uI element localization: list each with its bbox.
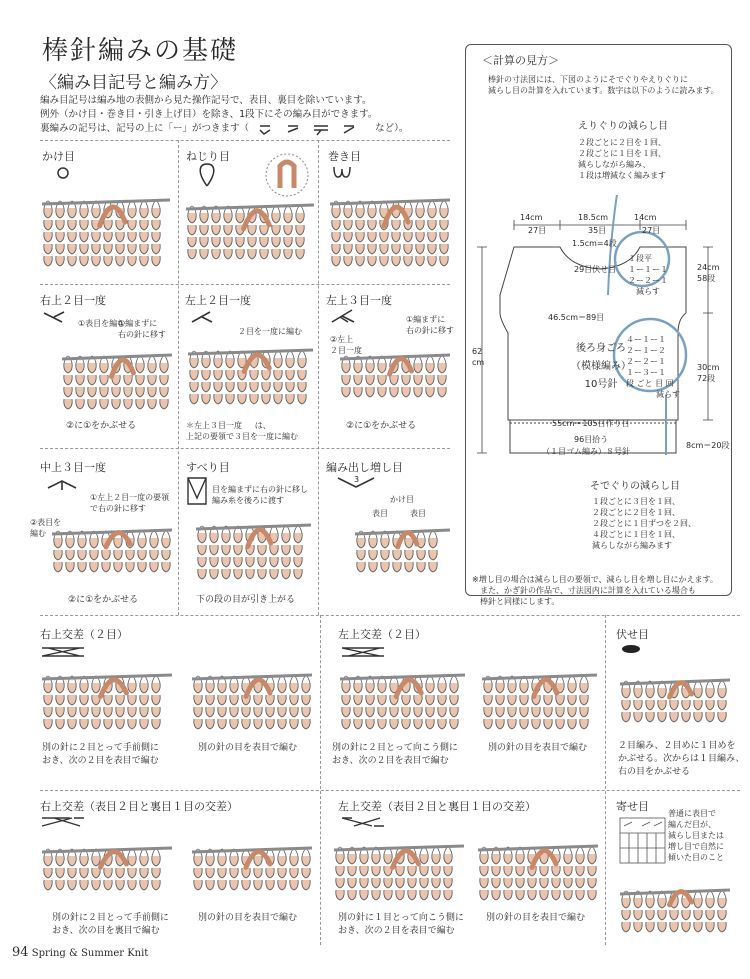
sode-desc5: 減らしながら編みます <box>592 541 672 550</box>
dim-h62b: cm <box>472 358 485 367</box>
swatch-hidariuekosa21-1 <box>334 836 464 906</box>
intro-text <box>40 94 460 136</box>
nejiri-detail-circle <box>262 152 312 198</box>
label-kakeme: かけ目 <box>42 150 75 163</box>
calc-desc1: 棒針の寸法図には、下図のようにそでぐりやえりぐりに <box>488 75 688 84</box>
migiue2-note2 <box>118 318 174 340</box>
hidariue3-note2b: ２目一度 <box>330 346 362 355</box>
dim-rib2: （１目ゴム編み）８号針 <box>542 447 630 456</box>
swatch-fuseme <box>620 670 730 730</box>
neck-count2: １ー１ー１ <box>628 265 668 274</box>
naka3-note2b: 編む <box>30 529 46 538</box>
amidashi-n3: 表目 <box>410 509 426 518</box>
yoseme-note3: 減らし目または <box>668 831 724 840</box>
dim-neck-bo: 29目伏せ目 <box>574 265 617 274</box>
swatch-migiuekosa21-2 <box>192 838 312 903</box>
swatch-suberi <box>196 515 311 585</box>
swatch-hidariue3 <box>340 345 450 410</box>
hidariuekosa-caption1b: おき、次の２目を表目で編む <box>332 756 449 766</box>
dim-h30 <box>697 362 719 384</box>
sode-desc3: ２段ごとに１目ずつを２回、 <box>592 519 696 528</box>
swatch-migiuekosa21-1 <box>42 838 172 903</box>
migiuekosa-caption1b: おき、次の２目を表目で編む <box>42 756 159 766</box>
migiuekosa-symbol <box>40 646 86 658</box>
hidariue3-footnote-b: は、 <box>254 421 271 430</box>
migiuekosa-caption1 <box>42 742 159 768</box>
migiuekosa-caption1a: 別の針に２目とって手前側に <box>42 743 159 753</box>
yoseme-note5: 傾いた目のこと <box>668 853 724 862</box>
calc-footnote1: ※増し目の場合は減らし目の要領で、減らし目を増し目にかえます。 <box>472 575 718 584</box>
migiue2-note2a: ①編まずに <box>118 319 158 328</box>
neck-counts <box>628 253 668 297</box>
naka3-symbol <box>46 478 80 490</box>
maki-symbol <box>332 165 352 181</box>
hidariue3-footnote <box>186 420 318 442</box>
eri-desc4: １段は増減なく編みます <box>578 171 666 180</box>
naka3-caption: ②に①をかぶせる <box>68 595 139 605</box>
hidariuekosa-symbol <box>340 646 386 658</box>
dim-rib1: 96目拾う <box>574 435 609 444</box>
dim-h24 <box>697 262 719 284</box>
dim-w1b: 27目 <box>528 226 547 235</box>
yoseme-chart <box>618 816 668 866</box>
label-migiuekosa21: 右上交差（表目２目と裏目１目の交差） <box>40 800 238 813</box>
nejiri-symbol <box>195 162 219 188</box>
hidariue3-footnote-line2: 上記の要領で３目を一度に編む <box>186 432 298 441</box>
sode-title: そでぐりの減らし目 <box>590 481 680 492</box>
purl-symbols <box>252 124 372 134</box>
hidariuekosa21-caption2: 別の針の目を表目で編む <box>486 913 586 923</box>
dim-h24b: 58段 <box>697 274 716 283</box>
arm-count2: ２ー１ー２ <box>626 346 666 355</box>
hidariue3-footnote-a: ＊左上３目一度 <box>186 421 242 430</box>
migiue2-symbol <box>42 310 66 324</box>
naka3-note1 <box>90 492 175 514</box>
body-label2: （模様編み） <box>571 361 631 372</box>
label-hidariue3: 左上３目一度 <box>326 294 392 307</box>
dim-neck-h: 1.5cm=4段 <box>572 239 617 248</box>
book-title: Spring & Summer Knit <box>31 948 149 959</box>
calc-desc <box>488 74 728 96</box>
arm-counts <box>626 334 680 400</box>
page-number: 94 <box>12 945 29 960</box>
kakeme-symbol <box>55 165 75 185</box>
dim-w1: 14cm <box>520 213 543 222</box>
amidashi-n1: かけ目 <box>390 495 414 504</box>
hidariuekosa-caption1a: 別の針に２目とって向こう側に <box>332 743 458 753</box>
fuseme-caption1: ２目編み、２目めに１目めを <box>618 741 736 751</box>
yoseme-note1: 普通に表目で <box>668 809 716 818</box>
swatch-naka3 <box>52 520 172 580</box>
intro-line-3a: 裏編みの記号は、記号の上に「ー」がつきます（ <box>40 123 250 134</box>
dim-h30b: 72段 <box>697 374 716 383</box>
label-hidariuekosa: 左上交差（２目） <box>338 628 426 641</box>
hidariuekosa-caption1 <box>332 742 458 768</box>
swatch-kakeme <box>42 190 170 270</box>
fuseme-caption2: かぶせる。次からは１目編み、 <box>618 754 745 764</box>
sode-desc1: １段ごとに３目を１回、 <box>592 497 680 506</box>
hidariuekosa21-caption1 <box>338 912 464 938</box>
suberi-symbol <box>186 476 210 506</box>
hidariuekosa21-caption1b: おき、次の２目を表目で編む <box>338 926 455 936</box>
dim-w2b: 35目 <box>588 226 607 235</box>
intro-line-1: 編み目記号は編み地の表側から見た操作記号で、表目、裏目を除いています。 <box>40 95 372 106</box>
hidariuekosa21-symbol <box>340 816 386 828</box>
hidariue3-note2a: ②左上 <box>330 335 354 344</box>
neck-count1: １段平 <box>628 254 652 263</box>
dim-h24a: 24cm <box>697 263 720 272</box>
page-footer <box>12 945 148 960</box>
label-naka3: 中上３目一度 <box>40 461 106 474</box>
calc-desc2: 減らし目の計算を入れています。数字は以下のように読みます。 <box>488 86 719 95</box>
dim-w3: 14cm <box>634 213 657 222</box>
migiuekosa21-caption2: 別の針の目を表目で編む <box>198 913 298 923</box>
hidariuekosa21-caption1a: 別の針に１目とって向こう側に <box>338 913 464 923</box>
swatch-migiuekosa-2 <box>192 665 312 735</box>
label-nejiri: ねじり目 <box>186 150 230 163</box>
swatch-amidashi <box>355 520 450 580</box>
eri-title: えりぐりの減らし目 <box>578 121 668 132</box>
dim-w3b: 27目 <box>642 226 661 235</box>
page-subtitle: 〈編み目記号と編み方〉 <box>40 73 227 93</box>
migiue2-caption: ②に①をかぶせる <box>66 421 137 431</box>
intro-line-2: 例外（かけ目・巻き目・引き上げ目）を除き、1段下にその編み目ができます。 <box>40 109 378 120</box>
body-label3: 10号針 <box>584 379 618 390</box>
page-title: 棒針編みの基礎 <box>42 36 239 66</box>
eri-desc <box>578 137 666 181</box>
suberi-caption: 下の段の目が引き上がる <box>196 595 296 605</box>
arm-count3: ２ー２ー１ <box>626 357 666 366</box>
arm-count4: １ー３ー１ <box>626 368 666 377</box>
label-fuseme: 伏せ目 <box>616 628 649 641</box>
migiuekosa-caption2: 別の針の目を表目で編む <box>198 743 298 753</box>
migiue2-note1: ①表目を編む <box>78 319 126 328</box>
hidariue3-footnote-line1 <box>186 420 318 431</box>
swatch-nejiri <box>186 195 314 270</box>
amidashi-n0: 3 <box>354 475 360 484</box>
sode-desc <box>592 496 696 551</box>
dim-h30a: 30cm <box>697 363 720 372</box>
arm-count1: ４ー１ー１ <box>626 335 666 344</box>
swatch-yoseme <box>620 880 730 935</box>
eri-desc1: ２段ごとに２目を１回、 <box>578 138 666 147</box>
suberi-note-a: 目を編まずに右の針に移し <box>212 485 308 494</box>
dim-h62 <box>472 346 484 368</box>
swatch-hidariuekosa-1 <box>340 665 465 735</box>
yoseme-note4: 増し目で自然に <box>668 842 724 851</box>
yoseme-note2: 編んだ目が、 <box>668 820 716 829</box>
calc-footnote3: 棒針と同様にします。 <box>480 597 560 606</box>
arm-count5: 段 ごと 目 回 <box>626 379 674 388</box>
hidariue3-note1a: ①編まずに <box>406 315 446 324</box>
migiuekosa21-caption1a: 別の針に２目とって手前側に <box>52 913 169 923</box>
neck-count3: ２ー２ー１ <box>628 276 668 285</box>
hidariue3-note1 <box>406 314 454 336</box>
calc-title: ＜計算の見方＞ <box>482 54 559 67</box>
migiue2-note2b: 右の針に移す <box>118 330 166 339</box>
eri-desc2: ２段ごとに１目を１回、 <box>578 149 666 158</box>
swatch-migiue2 <box>62 345 172 415</box>
suberi-note-b: 編み糸を後ろに渡す <box>212 496 284 505</box>
swatch-maki <box>330 190 450 270</box>
dim-body-w: 46.5cm＝89目 <box>548 313 605 322</box>
label-migiuekosa: 右上交差（２目） <box>40 628 128 641</box>
label-yoseme: 寄せ目 <box>616 800 649 813</box>
intro-line-3 <box>40 122 460 136</box>
hidariue3-symbol <box>330 308 356 324</box>
hidariuekosa-caption2: 別の針の目を表目で編む <box>488 743 588 753</box>
dim-h62a: 62 <box>472 347 483 356</box>
fuseme-symbol <box>620 644 642 654</box>
label-hidariue2: 左上２目一度 <box>185 294 251 307</box>
label-suberi: すべり目 <box>186 461 230 474</box>
label-maki: 巻き目 <box>328 150 361 163</box>
label-hidariuekosa21: 左上交差（表目２目と裏目１目の交差） <box>338 800 536 813</box>
hidariue2-symbol <box>190 310 214 324</box>
fuseme-caption3: 右の目をかぶせる <box>618 767 691 777</box>
swatch-migiuekosa-1 <box>42 665 172 735</box>
swatch-hidariue2 <box>188 340 313 410</box>
hidariue2-note: ２目を一度に編む <box>238 327 302 336</box>
label-amidashi: 編み出し増し目 <box>326 461 403 474</box>
dim-bottom-w: 55cm＝105目作り目 <box>552 419 630 428</box>
swatch-hidariuekosa21-2 <box>478 836 598 906</box>
body-label1: 後ろ身ごろ <box>576 343 626 354</box>
sode-desc2: ２段ごとに２目を１回、 <box>592 508 680 517</box>
label-migiue2: 右上２目一度 <box>40 294 106 307</box>
naka3-note2a: ②表目を <box>30 518 62 527</box>
arm-count6: 減らす <box>656 390 680 399</box>
suberi-note <box>212 484 308 506</box>
amidashi-n2: 表目 <box>372 509 388 518</box>
migiuekosa21-caption1 <box>52 912 169 938</box>
calc-footnote2: また、かぎ針の作品で、寸法図内に計算を入れている場合も <box>480 586 696 595</box>
eri-desc3: 減らしながら編み、 <box>578 160 651 169</box>
hidariue3-caption: ②に①をかぶせる <box>346 421 417 431</box>
dim-rib-h: 8cm＝20段 <box>686 441 730 450</box>
migiuekosa21-caption1b: おき、次の目を裏目で編む <box>52 926 160 936</box>
fuseme-caption <box>618 740 748 779</box>
yoseme-note <box>668 808 748 863</box>
naka3-note1b: で右の針に移す <box>90 504 146 513</box>
dim-w2: 18.5cm <box>578 213 609 222</box>
calc-footnote <box>472 574 727 607</box>
neck-count4: 減らす <box>636 287 660 296</box>
hidariue3-note1b: 右の針に移す <box>406 326 454 335</box>
migiuekosa21-symbol <box>40 816 86 828</box>
sode-desc4: ４段ごとに１目を１回、 <box>592 530 680 539</box>
naka3-note1a: ①左上２目一度の要領 <box>90 493 170 502</box>
swatch-hidariuekosa-2 <box>482 665 597 735</box>
intro-line-3b: など）。 <box>375 123 409 134</box>
